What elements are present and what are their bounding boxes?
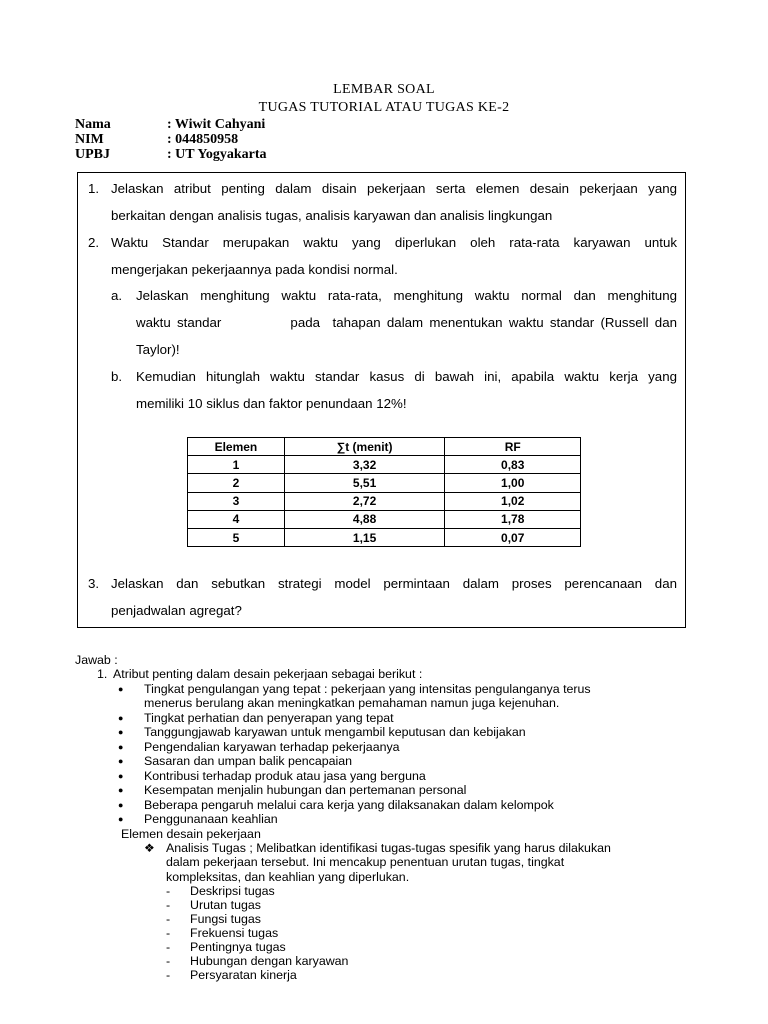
table-cell: 5,51: [284, 474, 445, 492]
table-cell: 3,32: [284, 456, 445, 474]
table-row: [188, 528, 581, 546]
field-label: Nama: [75, 117, 111, 132]
list-item: Tingkat perhatian dan penyerapan yang tepat: [144, 711, 394, 725]
list-item: Fungsi tugas: [190, 912, 261, 926]
bullet-icon: ●: [118, 727, 124, 737]
field-value: : Wiwit Cahyani: [167, 117, 266, 132]
field-label: UPBJ: [75, 147, 110, 162]
sheet-title: LEMBAR SOAL: [333, 82, 435, 97]
dash-icon: -: [166, 898, 171, 912]
question-2a-line: waktu standar pada tahapan dalam menentukan waktu standar (Russell dan: [136, 315, 677, 330]
table-cell: 0,83: [445, 456, 581, 474]
field-nama: [75, 117, 265, 133]
question-number: 2.: [88, 235, 100, 250]
table-cell: 1,15: [284, 528, 445, 546]
table-header-row: [188, 438, 581, 456]
list-item: Deskripsi tugas: [190, 884, 275, 898]
field-upbj: [75, 147, 267, 163]
bullet-icon: ●: [118, 771, 124, 781]
table-cell: 1,78: [445, 510, 581, 528]
list-item: Tingkat pengulangan yang tepat : pekerjaan yang intensitas pengulanganya terus: [144, 682, 591, 696]
table-cell: 1,00: [445, 474, 581, 492]
field-value: : 044850958: [167, 132, 239, 147]
bullet-icon: ●: [118, 684, 124, 694]
list-item: Hubungan dengan karyawan: [190, 954, 349, 968]
bullet-icon: ●: [118, 785, 124, 795]
list-item: Urutan tugas: [190, 898, 261, 912]
sheet-subtitle: TUGAS TUTORIAL ATAU TUGAS KE-2: [258, 100, 510, 115]
table-row: [188, 492, 581, 510]
list-item: Beberapa pengaruh melalui cara kerja yang dilaksanakan dalam kelompok: [144, 798, 554, 812]
table-header: ∑t (menit): [284, 438, 445, 456]
diamond-bullet-icon: ❖: [144, 841, 155, 855]
question-number: a.: [111, 288, 123, 303]
question-2-line: Waktu Standar merupakan waktu yang diperlukan oleh rata-rata karyawan untuk: [111, 235, 677, 250]
paragraph-line: Analisis Tugas ; Melibatkan identifikasi tugas-tugas spesifik yang harus dilakukan: [166, 841, 611, 855]
table-cell: 1,02: [445, 492, 581, 510]
list-item: Penggunanaan keahlian: [144, 812, 278, 826]
list-item: menerus berulang akan meningkatkan pemahaman namun juga kejenuhan.: [144, 696, 560, 710]
question-1-line: Jelaskan atribut penting dalam disain pekerjaan serta elemen desain pekerjaan yang: [111, 181, 677, 196]
question-2a-line: Taylor)!: [136, 342, 180, 357]
table-cell: 4,88: [284, 510, 445, 528]
bullet-icon: ●: [118, 713, 124, 723]
table-cell: 5: [188, 528, 285, 546]
answer-number: 1.: [97, 667, 108, 681]
question-2a-line: Jelaskan menghitung waktu rata-rata, menghitung waktu normal dan menghitung: [136, 288, 677, 303]
question-2-line: mengerjakan pekerjaannya pada kondisi normal.: [111, 262, 398, 277]
data-table: [187, 437, 581, 547]
bullet-icon: ●: [118, 742, 124, 752]
answer-intro: Atribut penting dalam desain pekerjaan sebagai berikut :: [113, 667, 423, 681]
question-box: [77, 172, 686, 628]
table-row: [188, 456, 581, 474]
bullet-icon: ●: [118, 800, 124, 810]
question-number: 3.: [88, 576, 100, 591]
dash-icon: -: [166, 954, 171, 968]
list-item: Kontribusi terhadap produk atau jasa yang berguna: [144, 769, 426, 783]
list-item: Persyaratan kinerja: [190, 968, 297, 982]
table-header: RF: [445, 438, 581, 456]
question-3-line: Jelaskan dan sebutkan strategi model permintaan dalam proses perencanaan dan: [111, 576, 677, 591]
list-item: Pengendalian karyawan terhadap pekerjaanya: [144, 740, 400, 754]
list-item: Tanggungjawab karyawan untuk mengambil keputusan dan kebijakan: [144, 725, 526, 739]
paragraph-line: kompleksitas, dan keahlian yang diperlukan.: [166, 870, 410, 884]
field-label: NIM: [75, 132, 104, 147]
field-value: : UT Yogyakarta: [167, 147, 267, 162]
bullet-icon: ●: [118, 814, 124, 824]
dash-icon: -: [166, 940, 171, 954]
question-number: b.: [111, 369, 123, 384]
dash-icon: -: [166, 884, 171, 898]
table-header: Elemen: [188, 438, 285, 456]
answer-label: Jawab :: [75, 653, 118, 667]
table-cell: 4: [188, 510, 285, 528]
question-1-line: berkaitan dengan analisis tugas, analisis karyawan dan analisis lingkungan: [111, 208, 553, 223]
table-row: [188, 510, 581, 528]
question-number: 1.: [88, 181, 100, 196]
section-label: Elemen desain pekerjaan: [121, 827, 261, 841]
list-item: Kesempatan menjalin hubungan dan pertemanan personal: [144, 783, 467, 797]
table-cell: 1: [188, 456, 285, 474]
dash-icon: -: [166, 968, 171, 982]
bullet-icon: ●: [118, 756, 124, 766]
dash-icon: -: [166, 926, 171, 940]
table-cell: 2,72: [284, 492, 445, 510]
question-2b-line: Kemudian hitunglah waktu standar kasus di bawah ini, apabila waktu kerja yang: [136, 369, 677, 384]
table-cell: 0,07: [445, 528, 581, 546]
list-item: Pentingnya tugas: [190, 940, 286, 954]
list-item: Sasaran dan umpan balik pencapaian: [144, 754, 353, 768]
dash-icon: -: [166, 912, 171, 926]
table-row: [188, 474, 581, 492]
question-3-line: penjadwalan agregat?: [111, 603, 242, 618]
paragraph-line: dalam pekerjaan tersebut. Ini mencakup penentuan urutan tugas, tingkat: [166, 855, 565, 869]
field-nim: [75, 132, 238, 148]
list-item: Frekuensi tugas: [190, 926, 279, 940]
question-2b-line: memiliki 10 siklus dan faktor penundaan 12%!: [136, 396, 407, 411]
table-cell: 2: [188, 474, 285, 492]
table-cell: 3: [188, 492, 285, 510]
